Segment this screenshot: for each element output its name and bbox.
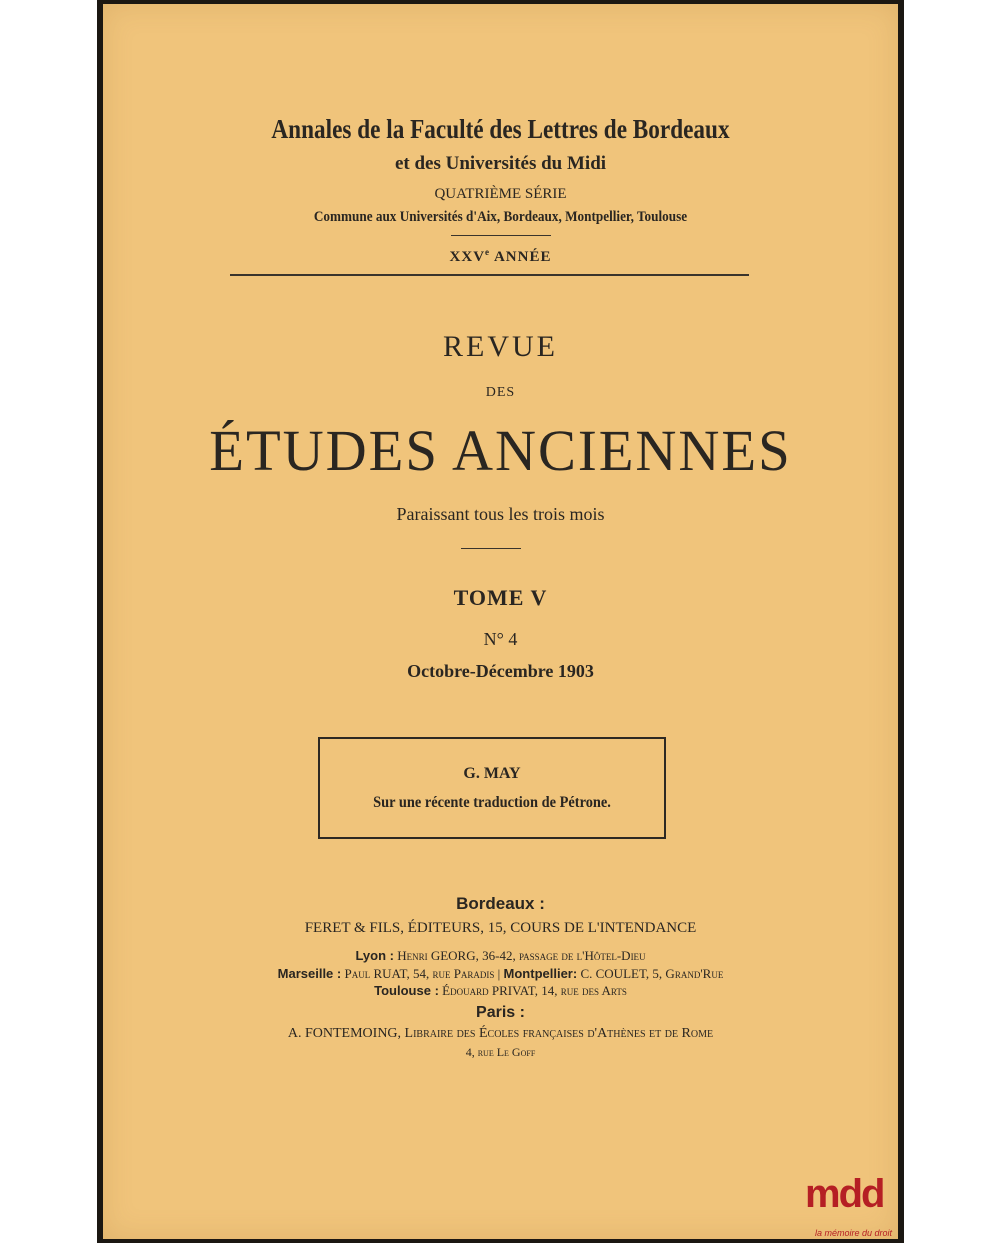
marseille-label: Marseille : bbox=[277, 966, 342, 981]
short-divider bbox=[451, 235, 551, 236]
mdd-logo-mark: mdd bbox=[805, 1172, 884, 1216]
marseille-text: Paul RUAT, 54, rue Paradis | bbox=[341, 966, 504, 981]
montpellier-text: C. COULET, 5, Grand'Rue bbox=[577, 966, 724, 981]
commune-line: Commune aux Universités d'Aix, Bordeaux, Montpellier, Toulouse bbox=[313, 209, 688, 225]
toulouse-publisher bbox=[103, 983, 898, 999]
article-box bbox=[318, 737, 666, 839]
feret-publisher: FERET & FILS, ÉDITEURS, 15, COURS DE L'INTENDANCE bbox=[304, 920, 697, 936]
lyon-publisher bbox=[103, 948, 898, 964]
lyon-label: Lyon : bbox=[355, 948, 394, 963]
des-word: DES bbox=[485, 385, 516, 400]
article-author: G. MAY bbox=[463, 765, 521, 782]
fontemoing-publisher: A. FONTEMOING, Libraire des Écoles françaises d'Athènes et de Rome bbox=[287, 1026, 714, 1041]
tome-label: TOME V bbox=[453, 585, 548, 610]
annee-superscript: e bbox=[485, 247, 491, 257]
fontemoing-address: 4, rue Le Goff bbox=[465, 1045, 536, 1059]
article-title: Sur une récente traduction de Pétrone. bbox=[373, 794, 611, 811]
paris-label: Paris : bbox=[476, 1004, 525, 1021]
universites-subheading: et des Universités du Midi bbox=[394, 153, 607, 174]
bordeaux-label: Bordeaux : bbox=[456, 894, 545, 913]
annee-word: ANNÉE bbox=[490, 249, 552, 265]
annee-line bbox=[103, 247, 898, 266]
etudes-anciennes-title: ÉTUDES ANCIENNES bbox=[209, 418, 792, 483]
mdd-logo-tagline: la mémoire du droit bbox=[815, 1228, 893, 1238]
issue-number: N° 4 bbox=[483, 629, 518, 649]
toulouse-text: Édouard PRIVAT, 14, rue des Arts bbox=[438, 983, 627, 998]
mdd-watermark-logo bbox=[805, 1172, 905, 1243]
toulouse-label: Toulouse : bbox=[374, 983, 439, 998]
middle-divider bbox=[461, 548, 521, 549]
issue-date: Octobre-Décembre 1903 bbox=[407, 661, 594, 681]
marseille-montpellier-line bbox=[103, 966, 898, 982]
annee-number: XXV bbox=[449, 249, 486, 265]
lyon-text: Henri GEORG, 36-42, passage de l'Hôtel-Dieu bbox=[393, 948, 646, 963]
annales-heading: Annales de la Faculté des Lettres de Bordeaux bbox=[271, 114, 730, 144]
montpellier-label: Montpellier: bbox=[503, 966, 578, 981]
frequency-line: Paraissant tous les trois mois bbox=[396, 504, 605, 524]
journal-cover bbox=[103, 4, 898, 1239]
header-divider bbox=[230, 274, 749, 276]
serie-label: QUATRIÈME SÉRIE bbox=[434, 186, 567, 202]
revue-title: REVUE bbox=[443, 330, 558, 363]
